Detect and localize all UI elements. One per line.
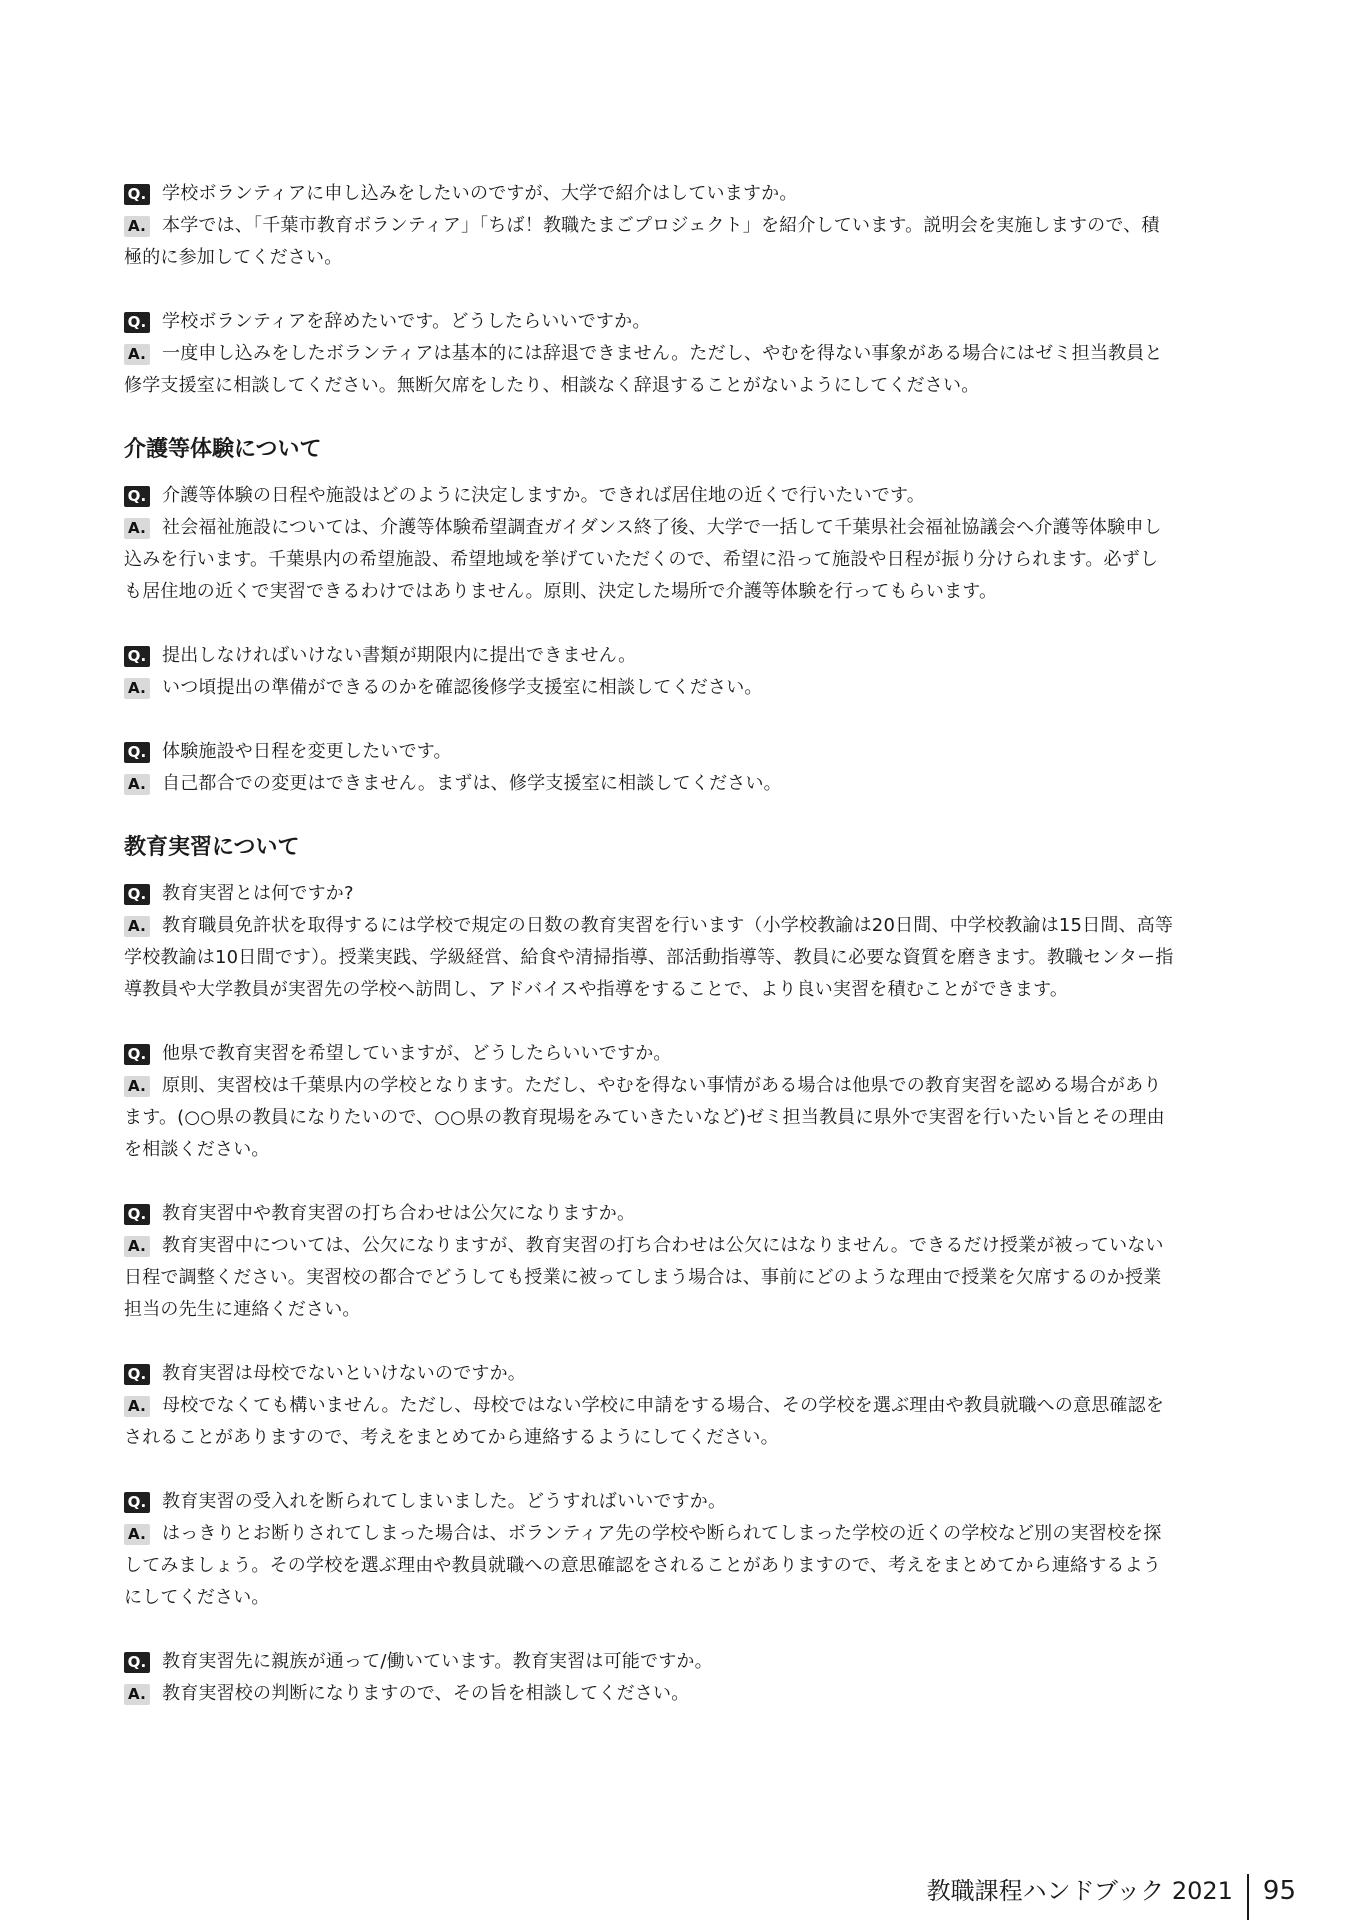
answer-badge: A. <box>124 1236 150 1257</box>
answer-row <box>124 1070 1174 1166</box>
question-text: 他県で教育実習を希望していますが、どうしたらいいですか。 <box>162 1043 672 1064</box>
question-row <box>124 480 1174 512</box>
answer-row <box>124 672 1174 704</box>
answer-text: いつ頃提出の準備ができるのかを確認後修学支援室に相談してください。 <box>162 677 763 698</box>
question-badge: Q. <box>124 1204 150 1225</box>
answer-row <box>124 210 1174 274</box>
answer-badge: A. <box>124 678 150 699</box>
question-text: 教育実習中や教育実習の打ち合わせは公欠になりますか。 <box>162 1203 636 1224</box>
question-text: 提出しなければいけない書類が期限内に提出できません。 <box>162 645 637 666</box>
question-text: 体験施設や日程を変更したいです。 <box>162 741 452 762</box>
question-row <box>124 306 1174 338</box>
qa-item <box>124 306 1174 402</box>
question-text: 教育実習とは何ですか? <box>162 883 354 904</box>
answer-text: はっきりとお断りされてしまった場合は、ボランティア先の学校や断られてしまった学校の近くの学校など別の実習校を探してみましょう。その学校を選ぶ理由や教員就職への意思確認をされることがありますので、考えをまとめてから連絡するようにしてください。 <box>124 1523 1162 1608</box>
question-text: 学校ボランティアを辞めたいです。どうしたらいいですか。 <box>162 311 651 332</box>
answer-badge: A. <box>124 916 150 937</box>
question-badge: Q. <box>124 1652 150 1673</box>
answer-text: 原則、実習校は千葉県内の学校となります。ただし、やむを得ない事情がある場合は他県での教育実習を認める場合があります。(○○県の教員になりたいので、○○県の教育現場をみていきたいなど)ゼミ担当教員に県外で実習を行いたい旨とその理由を相談ください。 <box>124 1075 1165 1160</box>
answer-row <box>124 338 1174 402</box>
answer-badge: A. <box>124 774 150 795</box>
page-number: 95 <box>1262 1876 1296 1906</box>
question-text: 教育実習の受入れを断られてしまいました。どうすればいいですか。 <box>162 1491 727 1512</box>
section-heading: 教育実習について <box>124 835 300 860</box>
qa-item <box>124 878 1174 1006</box>
answer-badge: A. <box>124 216 150 237</box>
question-badge: Q. <box>124 486 150 507</box>
answer-row <box>124 1678 1174 1710</box>
question-row <box>124 1358 1174 1390</box>
qa-item <box>124 1486 1174 1614</box>
answer-row <box>124 768 1174 800</box>
answer-badge: A. <box>124 1076 150 1097</box>
question-badge: Q. <box>124 884 150 905</box>
answer-badge: A. <box>124 1396 150 1417</box>
question-badge: Q. <box>124 1492 150 1513</box>
answer-badge: A. <box>124 344 150 365</box>
footer-divider <box>1247 1874 1249 1920</box>
answer-text: 一度申し込みをしたボランティアは基本的には辞退できません。ただし、やむを得ない事象がある場合にはゼミ担当教員と修学支援室に相談してください。無断欠席をしたり、相談なく辞退することがないようにしてください。 <box>124 343 1163 396</box>
answer-text: 教育実習校の判断になりますので、その旨を相談してください。 <box>162 1683 690 1704</box>
question-badge: Q. <box>124 646 150 667</box>
answer-text: 教育実習中については、公欠になりますが、教育実習の打ち合わせは公欠にはなりません。できるだけ授業が被っていない日程で調整ください。実習校の都合でどうしても授業に被ってしまう場合は、事前にどのような理由で授業を欠席するのか授業担当の先生に連絡ください。 <box>124 1235 1164 1320</box>
qa-item <box>124 1358 1174 1454</box>
question-text: 教育実習先に親族が通って/働いています。教育実習は可能ですか。 <box>162 1651 713 1672</box>
qa-item <box>124 1646 1174 1710</box>
answer-text: 本学では、「千葉市教育ボランティア」「ちば！教職たまごプロジェクト」を紹介しています。説明会を実施しますので、積極的に参加してください。 <box>124 215 1160 268</box>
question-row <box>124 878 1174 910</box>
question-row <box>124 1646 1174 1678</box>
question-text: 介護等体験の日程や施設はどのように決定しますか。できれば居住地の近くで行いたいです。 <box>162 485 925 506</box>
qa-item <box>124 736 1174 800</box>
question-badge: Q. <box>124 1364 150 1385</box>
answer-row <box>124 1518 1174 1614</box>
answer-badge: A. <box>124 1684 150 1705</box>
answer-row <box>124 910 1174 1006</box>
qa-item <box>124 640 1174 704</box>
question-row <box>124 1198 1174 1230</box>
section-heading: 介護等体験について <box>124 437 322 462</box>
question-row <box>124 178 1174 210</box>
answer-badge: A. <box>124 518 150 539</box>
question-text: 教育実習は母校でないといけないのですか。 <box>162 1363 526 1384</box>
question-row <box>124 1038 1174 1070</box>
page-content <box>124 178 1174 1742</box>
question-badge: Q. <box>124 742 150 763</box>
question-text: 学校ボランティアに申し込みをしたいのですが、大学で紹介はしていますか。 <box>162 183 798 204</box>
answer-row <box>124 1230 1174 1326</box>
qa-item <box>124 1038 1174 1166</box>
answer-text: 母校でなくても構いません。ただし、母校ではない学校に申請をする場合、その学校を選ぶ理由や教員就職への意思確認をされることがありますので、考えをまとめてから連絡するようにしてください。 <box>124 1395 1165 1448</box>
qa-item <box>124 178 1174 274</box>
answer-row <box>124 1390 1174 1454</box>
answer-text: 教育職員免許状を取得するには学校で規定の日数の教育実習を行います（小学校教諭は20日間、中学校教諭は15日間、高等学校教諭は10日間です）。授業実践、学級経営、給食や清掃指導、部活動指導等、教員に必要な資質を磨きます。教職センター指導教員や大学教員が実習先の学校へ訪問し、アドバイスや指導をすることで、より良い実習を積むことができます。 <box>124 915 1174 1000</box>
page-footer <box>927 1874 1296 1916</box>
qa-item <box>124 480 1174 608</box>
question-badge: Q. <box>124 1044 150 1065</box>
handbook-title: 教職課程ハンドブック 2021 <box>926 1877 1233 1905</box>
question-row <box>124 1486 1174 1518</box>
question-row <box>124 736 1174 768</box>
qa-item <box>124 1198 1174 1326</box>
answer-row <box>124 512 1174 608</box>
answer-text: 社会福祉施設については、介護等体験希望調査ガイダンス終了後、大学で一括して千葉県社会福祉協議会へ介護等体験申し込みを行います。千葉県内の希望施設、希望地域を挙げていただくので、希望に沿って施設や日程が振り分けられます。必ずしも居住地の近くで実習できるわけではありません。原則、決定した場所で介護等体験を行ってもらいます。 <box>124 517 1162 602</box>
answer-text: 自己都合での変更はできません。まずは、修学支援室に相談してください。 <box>162 773 782 794</box>
question-row <box>124 640 1174 672</box>
question-badge: Q. <box>124 312 150 333</box>
question-badge: Q. <box>124 184 150 205</box>
answer-badge: A. <box>124 1524 150 1545</box>
